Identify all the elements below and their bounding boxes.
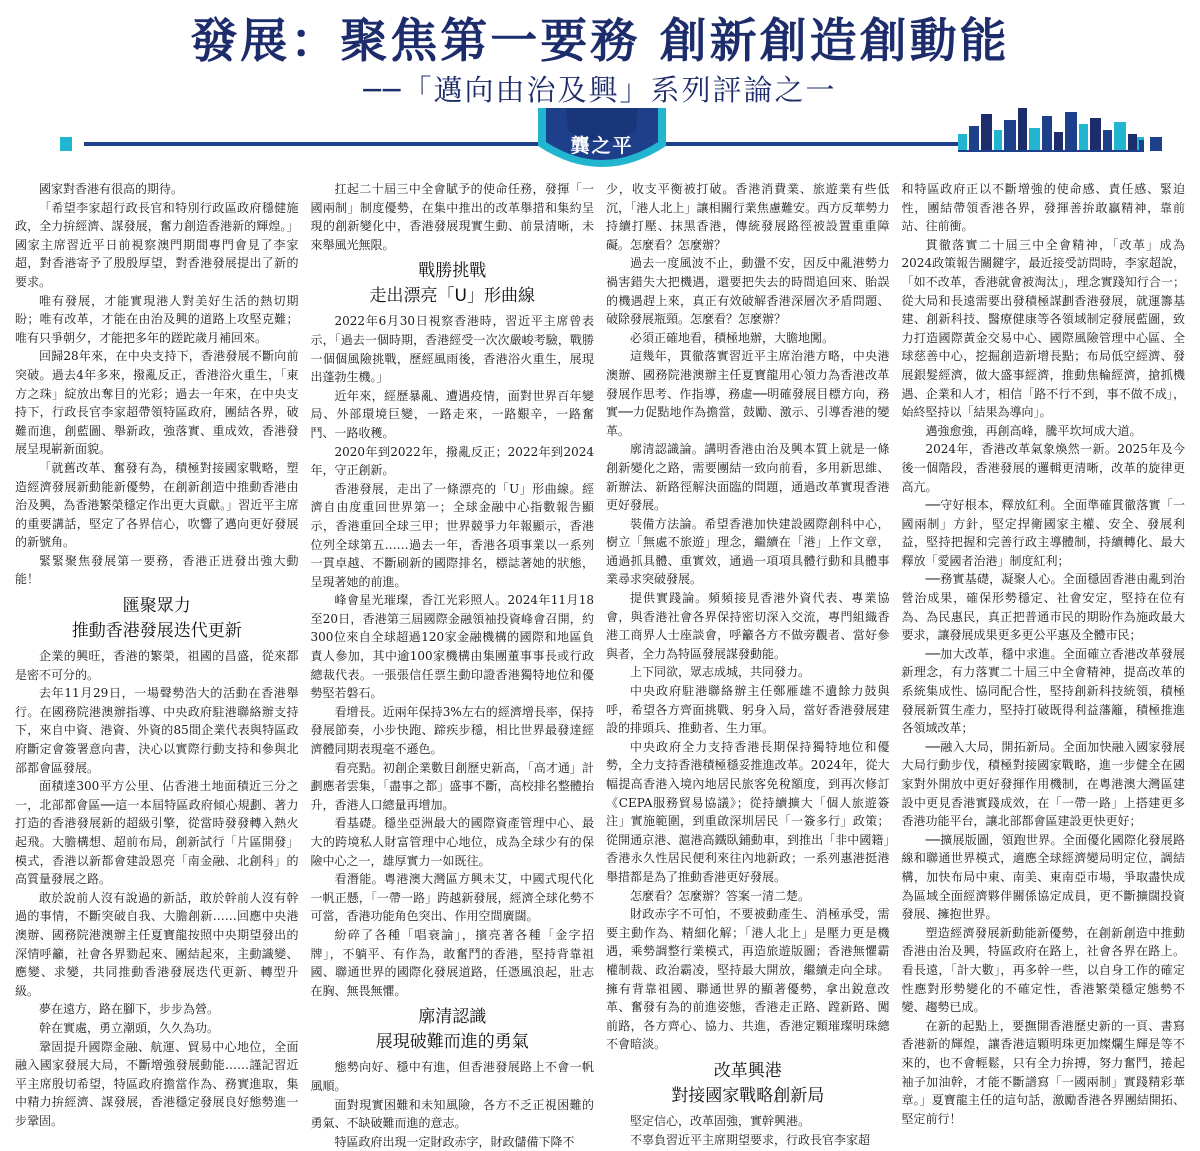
section-heading	[311, 254, 595, 312]
article-paragraph: 貫徹落實二十屆三中全會精神，「改革」成為2024政策報告關鍵字，最近接受訪問時，李家超說，「如不改革，香港就會被淘汰」，理念實踐知行合一；從大局和長遠需要出發積極謀劃香港發展，就運籌基建、創新科技、醫療健康等各領域制定發展藍圖，致力打造國際黃金交易中心、國際風險管理中心區、全球慈善中心，挖掘創造新增長點；布局低空經濟、發展銀髮經濟，做大盛事經濟，推動焦輪經濟，搶抓機遇、企業和人才，相信「路不行不到，事不做不成」，始終堅持以「結果為導向」。	[901, 237, 1185, 420]
article-paragraph: 紛碎了各種「唱衰論」，擯亮著各種「金字招牌」，不躺平、有作為，敢奮鬥的香港，堅持背靠祖國、聯通世界的國際化發展道路，任憑風浪起，壯志在胸、無畏無懼。	[310, 927, 594, 998]
section-heading	[311, 1000, 595, 1058]
article-paragraph: 敢於說前人沒有說過的新話，敢於幹前人沒有幹過的事情，不斷突破自我、大膽創新……回應中央港澳辦、國務院港澳辦主任夏寶龍按照中央期望發出的深情呼籲，社會各界勠起來、團結起來，主動識變、應變、求變，共同推動香港發展迭代更新、轉型升級。	[15, 890, 299, 998]
article-paragraph: 過去一度風波不止，動盪不安，因反中亂港勢力禍害錯失大把機遇，還要把失去的時間追回來、貽誤的機遇趕上來，真正有效破解香港深層次矛盾問題、破除發展瓶頸。怎麼看？怎麼辦？	[606, 256, 890, 327]
article-column	[896, 180, 1192, 1130]
article-paragraph: 企業的興旺，香港的繁榮，祖國的昌盛，從來都是密不可分的。	[15, 649, 299, 682]
article-paragraph: 鞏固提升國際金融、航運、貿易中心地位，全面融入國家發展大局，不斷增強發展動能……謹記習近平主席殷切希望，特區政府擔當作為、務實進取，集中精力拚經濟、謀發展，香港穩定發展良好態勢進一步鞏固。	[15, 1039, 299, 1128]
article-paragraph: 去年11月29日，一場聲勢浩大的活動在香港舉行。在國務院港澳辦指導、中央政府駐港聯絡辦支持下，來自中資、港資、外資的85間企業代表與特區政府斷定會簽署意向書，決心以實際行動支持和參與北部都會區發展。	[15, 686, 299, 775]
article-paragraph: ──擴展版圖，領跑世界。全面優化國際化發展路線和聯通世界模式，適應全球經濟變局明定位，調結構，加快布局中東、南美、東南亞市場，爭取盡快成為區域全面經濟夥伴關係協定成員，更不斷擴闊投資發展、擁抱世界。	[901, 832, 1185, 922]
article-paragraph: 財政赤字不可怕，不要被動產生、消極承受，需要主動作為、精細化解；「港人北上」是壓力更是機遇，乘勢調整行業模式，再造旅遊版圖；香港無懼霸權制裁、政治霸凌，堅持最大開放，繼續走向全球。擁有背靠祖國、聯通世界的顯著優勢，拿出銳意改革、奮發有為的前進姿態，香港走正路、蹚新路、闖前路，各方齊心、協力、共進，香港定顆璀璨明珠總不會暗淡。	[606, 907, 890, 1052]
section-heading	[606, 1054, 890, 1112]
article-paragraph: 裝備方法論。希望香港加快建設國際創科中心，樹立「無處不旅遊」理念，繼續在「港」上作文章，通過抓具體、重實效，通過一項項具體行動和具體事業尋求突破發展。	[606, 516, 890, 587]
article-paragraph: 「希望李家超行政長官和特別行政區政府穩健施政，全力拚經濟、謀發展，奮力創造香港新的輝煌。」國家主席習近平日前視察澳門期間專門會見了李家超，對香港寄予了殷殷厚望，對香港發展提出了新的要求。	[15, 200, 299, 289]
article-paragraph: 看潛能。粵港澳大灣區方興未艾，中國式現代化一帆正懸，「一帶一路」跨越新發展，經濟全球化勢不可當，香港功能角色突出、作用空間廣闊。	[310, 872, 594, 924]
section-heading-line1: 戰勝挑戰	[418, 261, 487, 282]
article-paragraph: 夢在遠方，路在腳下，步步為營。	[39, 1002, 220, 1017]
article-column	[600, 180, 896, 1147]
article-paragraph: 不辜負習近平主席期望要求，行政長官李家超	[630, 1132, 871, 1147]
section-heading-line2: 對接國家戰略創新局	[671, 1085, 825, 1106]
article-paragraph: 香港發展，走出了一條漂亮的「U」形曲線。經濟自由度重回世界第一；全球金融中心指數報告顯示，香港重回全球三甲；世界競爭力年報顯示，香港位列全球第五……過去一年，香港各項事業以一系列一貫卓越、不斷刷新的國際排名，標誌著她的狀態，呈現著她的前進。	[310, 481, 594, 589]
article-paragraph: 2024年，香港改革氣象煥然一新。2025年及今後一個階段，香港發展的邏輯更清晰，改革的旋律更高亢。	[901, 442, 1185, 494]
section-heading	[15, 589, 299, 647]
article-paragraph: 怎麼看？怎麼辦？答案一清二楚。	[630, 888, 811, 903]
article-paragraph: 面對現實困難和未知風險，各方不乏正視困難的勇氣、不缺破難而進的意志。	[310, 1097, 594, 1131]
section-heading-line2: 走出漂亮「U」形曲線	[369, 286, 535, 307]
article-paragraph: 在新的起點上，要撫開香港歷史新的一頁、書寫香港新的輝煌，讓香港這顆明珠更加燦爛生輝是等不來的，也不會輕鬆，只有全力拚搏，努力奮鬥，捲起袖子加油幹，才能不斷譜寫「一國兩制」實踐精彩華章。」夏寶龍主任的這句話，激勵香港各界團結開拓、堅定前行！	[901, 1018, 1185, 1126]
shield-badge-icon	[536, 104, 668, 182]
article-paragraph: ──守好根本，釋放紅利。全面準確貫徹落實「一國兩制」方針，堅定捍衛國家主權、安全、發展利益，堅持把握和完善行政主導體制，持續轉化、最大釋放「愛國者治港」制度紅利；	[901, 498, 1185, 568]
article-paragraph: 峰會星光璀璨，香江光彩照人。2024年11月18至20日，香港第三屆國際金融領袖投資峰會召開，約300位來自全球超過120家金融機構的國際和地區負責人參加，其中逾100家機構由集團董事事長或行政總裁代表。一張張信任票生動印證香港獨特地位和優勢堅若磐石。	[310, 593, 594, 701]
article-paragraph: 必須正確地看，積極地辦，大膽地闖。	[630, 330, 835, 345]
article-paragraph: 國家對香港有很高的期待。	[39, 182, 184, 196]
article-paragraph: 廓清認識論。講明香港由治及興本質上就是一條創新變化之路，需要團結一致向前看，多用新思維、新辦法、新路徑解決面臨的問題，通過改革實現香港更好發展。	[606, 442, 890, 513]
article-paragraph: 中央政府駐港聯絡辦主任鄭雁雄不遺餘力鼓與呼，希望各方齊面挑戰、躬身入局，當好香港發展建設的排頭兵、推動者、生力軍。	[606, 684, 890, 736]
article-paragraph: 看增長。近兩年保持3%左右的經濟增長率，保持發展節奏，小步快跑、蹄疾步穩，相比世界最發達經濟體同期表現毫不遜色。	[310, 704, 594, 757]
article-paragraph: 中央政府全力支持香港長期保持獨特地位和優勢，全力支持香港積極穩妥推進改革。2024年，從大幅提高香港入境內地居民旅客免稅額度，到再次修訂《CEPA服務貿易協議》；從持續擴大「個人旅遊簽注」實施範圍，到重啟深圳居民「一簽多行」政策；從開通京港、滬港高鐵臥鋪動車，到推出「非中國籍」香港永久性居民便利來往內地新政；一系列惠港挺港舉措都是為了推動香港更好發展。	[606, 739, 890, 884]
section-heading-line2: 展現破難而進的勇氣	[375, 1032, 529, 1053]
article-paragraph: 看基礎。穩坐亞洲最大的國際資產管理中心、最大的跨境私人財富管理中心地位，成為全球少有的保險中心之一，雄厚實力一如既往。	[310, 816, 594, 868]
article-paragraph: 2020年到2022年，撥亂反正；2022年到2024年，守正創新。	[310, 444, 594, 478]
article-paragraph: 邁強愈強，再創高峰，騰平坎坷成大道。	[925, 423, 1142, 438]
article-paragraph: 少，收支平衡被打破。香港消費業、旅遊業有些低沉，「港人北上」讓相關行業焦慮難安。西方反華勢力持續打壓、抹黑香港，傳統發展路徑被設置重重障礙。怎麼看？怎麼辦？	[606, 182, 890, 252]
headline: 發展：聚焦第一要務 創新創造創動能	[190, 14, 1010, 69]
series-subtitle: ──「邁向由治及興」系列評論之一	[363, 73, 837, 107]
article-paragraph: 看亮點。初創企業數目創歷史新高，「高才通」計劃應者雲集，「盡事之都」盛事不斷，高校排名整體抬升，香港人口總量再增加。	[310, 760, 594, 812]
article-paragraph: 態勢向好、穩中有進，但香港發展路上不會一帆風順。	[310, 1060, 594, 1093]
article-paragraph: 近年來，經歷暴亂、遭遇疫情，面對世界百年變局、外部環境巨變，一路走來，一路艱辛，一路奮鬥、一路收穫。	[310, 388, 594, 440]
article-paragraph: 緊緊聚焦發展第一要務，香港正迸發出強大動能！	[15, 553, 299, 587]
article-paragraph: 扛起二十屆三中全會賦予的使命任務，發揮「一國兩制」制度優勢，在集中推出的改革舉措和集約呈現的創新變化中，香港發展現實生動、前景清晰，未來舉風光無限。	[310, 182, 594, 252]
article-paragraph: 塑造經濟發展新動能新優勢，在創新創造中推動香港由治及興，特區政府在路上，社會各界在路上。看長遠，「計大數」，再多幹一些，以自身工作的確定性應對形勢變化的不確定性，香港繁榮穩定態勢不變、趨勢已成。	[901, 925, 1185, 1015]
article-paragraph: 唯有發展，才能實現港人對美好生活的熱切期盼；唯有改革，才能在由治及興的道路上攻堅克難；唯有只爭朝夕，才能把多年的蹉跎歲月補回來。	[15, 293, 299, 345]
article-paragraph: ──加大改革，穩中求進。全面確立香港改革發展新理念，有力落實二十屆三中全會精神，提高改革的系統集成性、協同配合性，堅持創新科技統領，積極發展新質生產力，堅持打破既得利益藩籬，積極推進各領域改革；	[901, 646, 1185, 736]
article-paragraph: 提供實踐論。頻頻接見香港外資代表、專業協會，與香港社會各界保持密切深入交流，專門組織香港工商界人士座談會，呼籲各方不做旁觀者、當好參與者，全力為特區發展謀發動能。	[606, 591, 890, 661]
article-paragraph: 面積達300平方公里、佔香港土地面積近三分之一，北部都會區──這一本屆特區政府傾心規劃、著力打造的香港發展新的超級引擎，從當時發發轉入熱火起飛。大膽構想、超前布局，創新試行「片區開發」模式，香港以新都會建設恩亮「南金融、北創科」的高質量發展之路。	[15, 779, 299, 887]
article-paragraph: 和特區政府正以不斷增強的使命感、責任感、緊迫性，團結帶領香港各界，發揮善拚敢贏精神，靠前站、往前衝。	[901, 182, 1185, 234]
article-paragraph: 堅定信心，改革固強，實幹興港。	[630, 1113, 811, 1128]
section-heading-line2: 推動香港發展迭代更新	[71, 621, 242, 642]
article-paragraph: 特區政府出現一定財政赤字，財政儲備下降不	[334, 1134, 575, 1149]
article-paragraph: 幹在實處，勇立潮頭，久久為功。	[39, 1020, 220, 1035]
article-column	[305, 180, 601, 1149]
decorative-rule-right	[662, 142, 962, 146]
decorative-square	[60, 137, 72, 151]
section-heading-line1: 改革興港	[713, 1060, 782, 1081]
decorative-rule-left	[84, 142, 540, 146]
article-paragraph: ──務實基礎，凝聚人心。全面穩固香港由亂到治營治成果，確保形勢穩定、社會安定，堅持在位有為、為民惠民，真正把普通市民的期盼作為施政最大要求，讓發展成果更多更公平惠及全體市民；	[901, 572, 1185, 643]
article-column	[9, 180, 305, 1130]
section-heading-line1: 匯聚眾力	[122, 596, 191, 617]
city-skyline-icon	[958, 104, 1144, 152]
article-paragraph: 上下同欲，眾志成城，共同發力。	[630, 665, 811, 680]
article-paragraph: 「就舊改革、奮發有為，積極對接國家戰略，塑造經濟發展新動能新優勢，在創新創造中推動香港由治及興，為香港繁榮穩定作出更大貢獻。」習近平主席的重要講話，堅定了各界信心，吹響了邁向更好發展的新號角。	[15, 460, 299, 550]
author-byline: 龔之平	[570, 135, 634, 157]
article-paragraph: 2022年6月30日視察香港時，習近平主席曾表示，「過去一個時期，香港經受一次次嚴峻考驗，戰勝一個個風險挑戰，歷經風雨後，香港浴火重生，展現出蓬勃生機。」	[310, 314, 594, 385]
section-heading-line1: 廓清認識	[418, 1007, 487, 1028]
article-paragraph: ──融入大局，開拓新局。全面加快融入國家發展大局行動步伐，積極對接國家戰略，進一步健全在國家對外開放中更好發揮作用機制，在粵港澳大灣區建設中更見香港實踐成效，在「一帶一路」上搭建更多香港功能平台，讓北部都會區建設更快更好；	[901, 739, 1185, 829]
article-paragraph: 這幾年，貫徹落實習近平主席治港方略，中央港澳辦、國務院港澳辦主任夏寶龍用心領力為香港改革發展作思考、作指導，務虛──明確發展目標方向，務實──力促點地作為擔當，鼓勵、激示、引導香港的變革。	[606, 349, 890, 438]
article-paragraph: 回歸28年來，在中央支持下，香港發展不斷向前突破。過去4年多來，撥亂反正，香港浴火重生，「東方之珠」綻放出奪目的光彩；過去一年來，在中央支持下，行政長官李家超帶領特區政府，團結各界，破難而進，創藍圖、舉新政，強落實、重成效，香港發展呈現嶄新面貌。	[15, 349, 299, 457]
masthead	[0, 0, 1200, 175]
article-body	[9, 180, 1191, 1149]
decorative-square	[1150, 137, 1162, 151]
